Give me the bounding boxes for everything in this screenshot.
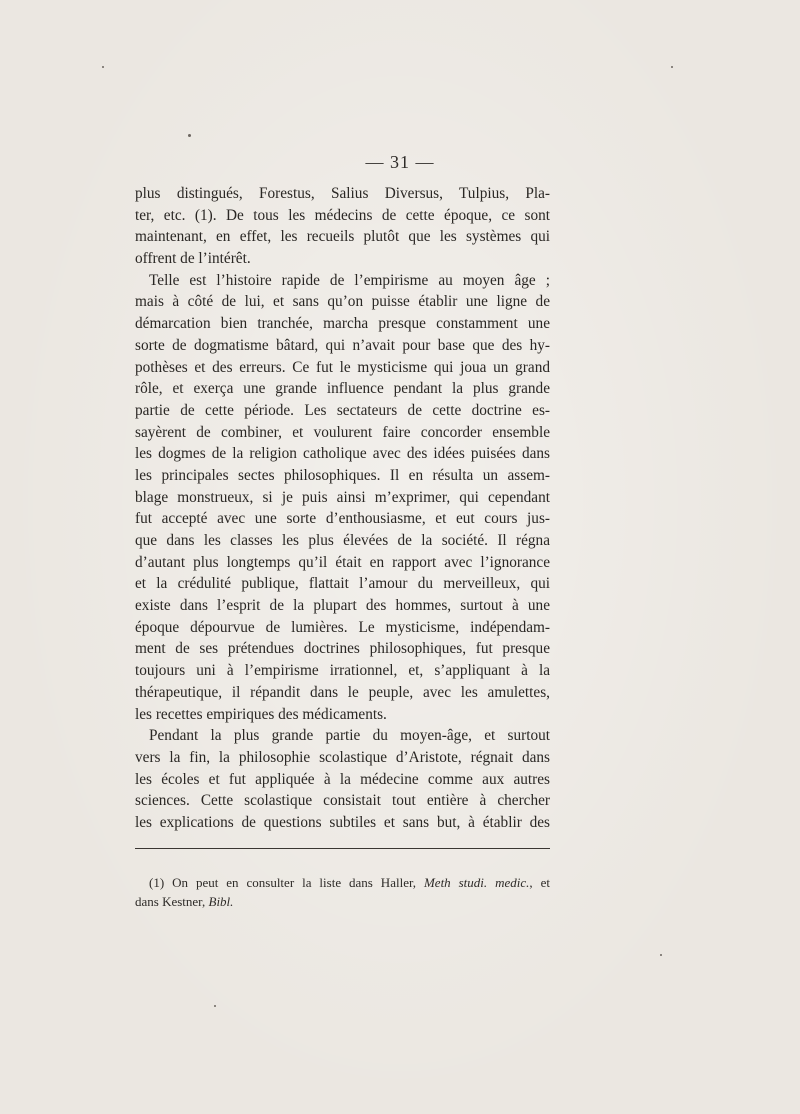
text-line: et la crédulité publique, flattait l’amour du merveilleux, qui	[135, 575, 550, 593]
footnote	[135, 873, 550, 911]
text-line: offrent de l’intérêt.	[135, 250, 251, 268]
footnote-text: , et	[529, 875, 550, 890]
paper-speck	[188, 134, 191, 137]
text-line: mais à côté de lui, et sans qu’on puisse établir une ligne de	[135, 293, 550, 311]
text-line: Telle est l’histoire rapide de l’empirisme au moyen âge ;	[149, 271, 550, 289]
text-line: sayèrent de combiner, et voulurent faire concorder ensemble	[135, 423, 550, 441]
paper-speck	[660, 954, 662, 956]
text-line: les recettes empiriques des médicaments.	[135, 705, 387, 723]
text-line: que dans les classes les plus élevées de la société. Il régna	[135, 532, 550, 549]
footnote-text: (1) On peut en consulter la liste dans Haller,	[149, 875, 424, 890]
text-line: d’autant plus longtemps qu’il était en rapport avec l’ignorance	[135, 553, 550, 571]
footnote-line	[135, 873, 550, 892]
text-line: toujours uni à l’empirisme irrationnel, et, s’appliquant à la	[135, 662, 550, 680]
paper-speck	[671, 66, 673, 68]
text-line: ter, etc. (1). De tous les médecins de cette époque, ce sont	[135, 206, 550, 224]
body-text	[135, 183, 550, 834]
page-number: — 31 —	[365, 152, 435, 172]
text-line: sciences. Cette scolastique consistait tout entière à chercher	[135, 792, 550, 810]
text-line: les explications de questions subtiles et sans but, à établir des	[135, 813, 550, 831]
footnote-divider	[135, 848, 550, 849]
text-line: époque dépourvue de lumières. Le mysticisme, indépendam-	[135, 618, 550, 636]
paper-speck	[214, 1005, 216, 1007]
text-line: plus distingués, Forestus, Salius Diversus, Tulpius, Pla-	[135, 185, 550, 202]
text-line: blage monstrueux, si je puis ainsi m’exprimer, qui cependant	[135, 488, 550, 506]
text-line: démarcation bien tranchée, marcha presque constamment une	[135, 315, 550, 333]
text-line: partie de cette période. Les sectateurs de cette doctrine es-	[135, 401, 550, 419]
text-line: vers la fin, la philosophie scolastique d’Aristote, régnait dans	[135, 748, 550, 766]
text-line: les écoles et fut appliquée à la médecine comme aux autres	[135, 770, 550, 788]
text-line: maintenant, en effet, les recueils plutôt que les systèmes qui	[135, 228, 550, 246]
text-line: fut accepté avec une sorte d’enthousiasme, et eut cours jus-	[135, 510, 550, 528]
text-line: les principales sectes philosophiques. Il en résulta un assem-	[135, 466, 550, 484]
footnote-line	[135, 892, 550, 911]
text-line: pothèses et des erreurs. Ce fut le mysticisme qui joua un grand	[135, 358, 550, 376]
footnote-citation-title: Meth studi. medic.	[423, 875, 530, 890]
text-line: les dogmes de la religion catholique avec des idées puisées dans	[135, 445, 550, 463]
footnote-citation-title: Bibl.	[208, 894, 234, 909]
text-line: ment de ses prétendues doctrines philosophiques, fut presque	[135, 640, 550, 658]
text-line: rôle, et exerça une grande influence pendant la plus grande	[135, 380, 550, 398]
paper-speck	[102, 66, 104, 68]
text-line: sorte de dogmatisme bâtard, qui n’avait pour base que des hy-	[135, 336, 550, 354]
footnote-text: dans Kestner,	[135, 894, 209, 909]
text-line: thérapeutique, il répandit dans le peuple, avec les amulettes,	[135, 683, 550, 701]
text-line: existe dans l’esprit de la plupart des hommes, surtout à une	[135, 597, 550, 615]
text-line: Pendant la plus grande partie du moyen-âge, et surtout	[149, 727, 550, 745]
